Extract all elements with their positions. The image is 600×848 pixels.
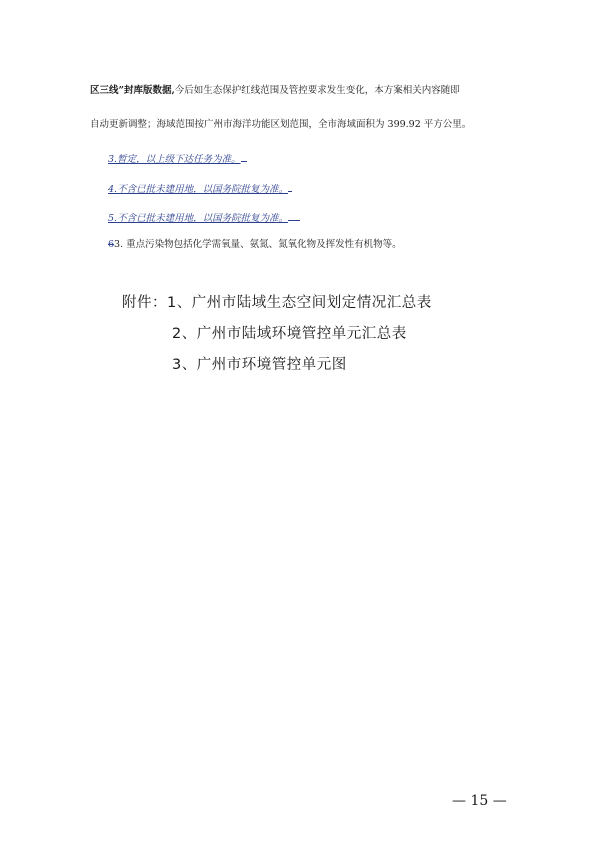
body-line-1-bold: 区三线”封库版数据, — [90, 85, 175, 96]
note-6-inserted-number: 3 — [114, 239, 121, 250]
body-line-2: 自动更新调整；海域范围按广州市海洋功能区划范围，全市海域面积为 399.92 平方公里。 — [90, 119, 472, 130]
attachment-label: 附件： — [122, 295, 167, 311]
note-4 — [108, 180, 292, 197]
body-line-1-rest: 今后如生态保护红线范围及管控要求发生变化，本方案相关内容随即 — [174, 85, 460, 96]
note-4-underline — [288, 180, 292, 192]
attachment-item-1: 1、广州市陆域生态空间划定情况汇总表 — [167, 295, 432, 311]
attachment-row-1 — [122, 293, 432, 313]
body-line-1 — [90, 84, 460, 98]
note-6-deleted-number: 6 — [108, 239, 115, 250]
note-3-underline — [241, 150, 247, 162]
note-6 — [108, 238, 402, 252]
attachment-item-2: 2、广州市陆域环境管控单元汇总表 — [172, 326, 407, 342]
note-6-text: . 重点污染物包括化学需氧量、氨氮、氮氧化物及挥发性有机物等。 — [120, 239, 402, 250]
note-5-underline — [288, 209, 300, 221]
note-3 — [108, 150, 247, 167]
note-4-text: 4.不含已批未建用地，以国务院批复为准。 — [108, 184, 289, 195]
note-5-text: 5.不含已批未建用地，以国务院批复为准。 — [108, 213, 289, 224]
page-number: — 15 — — [452, 793, 507, 809]
note-5 — [108, 209, 300, 226]
attachment-item-3: 3、广州市环境管控单元图 — [172, 357, 347, 373]
note-3-text: 3.暂定，以上级下达任务为准。 — [108, 154, 241, 165]
